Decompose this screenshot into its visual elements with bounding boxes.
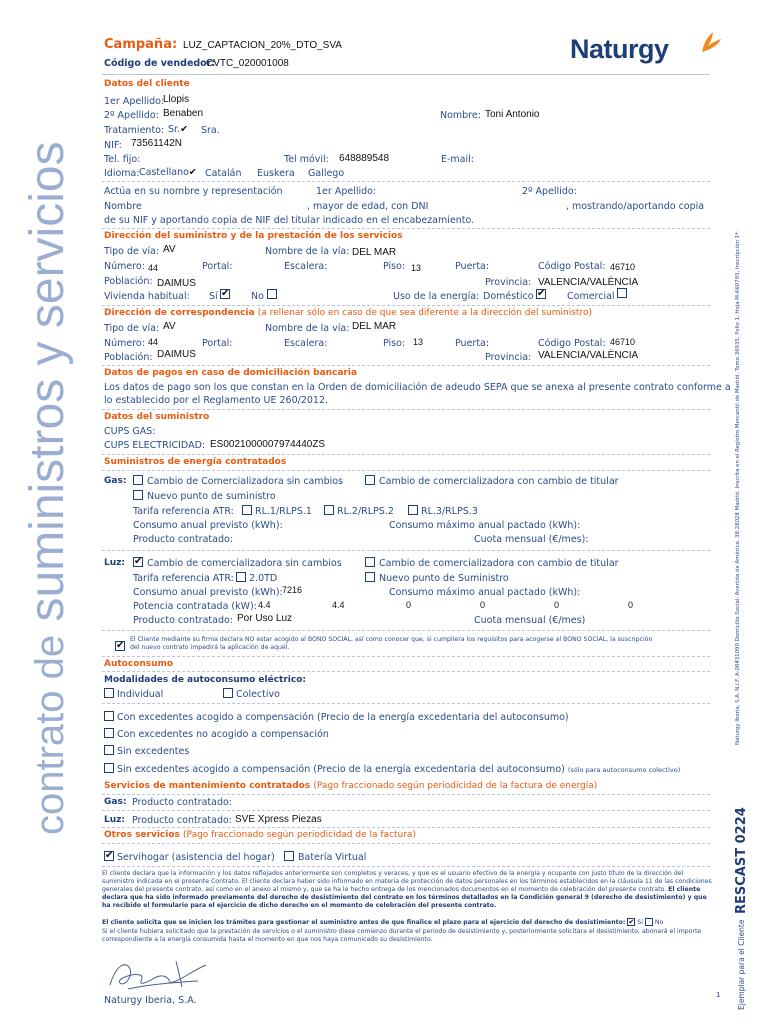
gas-opt2-checkbox[interactable]	[365, 475, 375, 485]
power-p1: 4.4	[258, 600, 271, 610]
individual-checkbox[interactable]	[104, 688, 114, 698]
name-label: Nombre:	[440, 110, 481, 121]
bateria-checkbox[interactable]	[284, 851, 294, 861]
corr-street-name-value: DEL MAR	[352, 321, 397, 332]
corr-number-label: Número:	[104, 338, 145, 349]
auto-opt1-checkbox[interactable]	[104, 711, 114, 721]
habitual-yes-label: Sí	[209, 291, 218, 302]
postal-label: Código Postal:	[538, 261, 606, 272]
servihogar-label: Servihogar (asistencia del hogar)	[117, 852, 275, 863]
luz-opt3-checkbox[interactable]	[365, 572, 375, 582]
naturgy-logo	[570, 34, 669, 65]
luz-product-value: Por Uso Luz	[237, 613, 293, 624]
gas-annual-label: Consumo anual previsto (kWh):	[133, 520, 283, 531]
town-value: DAIMUS	[157, 278, 196, 289]
rl2-checkbox[interactable]	[324, 505, 334, 515]
divider	[102, 409, 710, 410]
corr-province-value: VALENCIA/VALÈNCIA	[538, 350, 639, 361]
divider	[102, 794, 710, 795]
luz-max-annual-label: Consumo máximo anual pactado (kWh):	[389, 587, 581, 598]
energy-title: Suministros de energía contratados	[104, 457, 287, 467]
rep-line3: de su NIF y aportando copia de NIF del titular indicado en el encabezamiento.	[104, 215, 475, 226]
autoconsumo-title: Autoconsumo	[104, 659, 174, 669]
modalities-label: Modalidades de autoconsumo eléctrico:	[104, 675, 306, 685]
rep-line1c: 2º Apellido:	[522, 186, 577, 197]
corr-postal-label: Código Postal:	[538, 338, 606, 349]
auto-opt4-checkbox[interactable]	[104, 763, 114, 773]
portal-label: Portal:	[202, 261, 233, 272]
language-label: Idioma:	[104, 168, 140, 179]
door-label: Puerta:	[455, 261, 490, 272]
rl3-checkbox[interactable]	[408, 505, 418, 515]
postal-value: 46710	[610, 262, 636, 272]
power-p4: 0	[480, 600, 486, 610]
legal-si-checkbox[interactable]: ✔	[628, 918, 635, 926]
town-label: Población:	[104, 276, 153, 287]
luz-tariff-checkbox[interactable]	[236, 572, 246, 582]
phone-label: Tel. fijo:	[104, 154, 141, 165]
gas-opt2-label: Cambio de comercializadora con cambio de titular	[379, 476, 619, 487]
supply-address-title: Dirección del suministro y de la prestación de los servicios	[104, 231, 403, 241]
corr-street-name-label: Nombre de la vía:	[265, 323, 350, 334]
street-type-label: Tipo de vía:	[104, 246, 160, 257]
divider	[102, 866, 710, 867]
campaign-value: LUZ_CAPTACION_20%_DTO_SVA	[183, 40, 342, 51]
legal-no-checkbox[interactable]	[645, 918, 653, 926]
auto-opt2-label: Con excedentes no acogido a compensación	[117, 729, 329, 740]
gas-max-annual-label: Consumo máximo anual pactado (kWh):	[389, 520, 581, 531]
nif-value: 73561142N	[131, 138, 182, 149]
rl1-label: RL.1/RLPS.1	[255, 506, 312, 517]
gas-product-label: Producto contratado:	[133, 534, 234, 545]
surname1-label: 1er Apellido:	[104, 96, 165, 107]
corr-floor-value: 13	[413, 337, 424, 347]
corr-portal-label: Portal:	[202, 338, 233, 349]
divider	[102, 228, 710, 229]
surname1-value: Llopis	[163, 94, 190, 105]
maint-luz-label: Luz:	[104, 815, 125, 825]
corr-street-type-value: AV	[163, 321, 176, 332]
gas-opt1-label: Cambio de Comercializadora sin cambios	[147, 476, 344, 487]
gas-monthly-label: Cuota mensual (€/mes):	[474, 534, 589, 545]
campaign-label: Campaña:	[104, 37, 178, 52]
seller-value: CVTC_020001008	[206, 58, 289, 69]
mobile-label: Tel móvil:	[284, 154, 329, 165]
lang-euskera[interactable]: Euskera	[257, 168, 295, 179]
name-value: Toni Antonio	[485, 109, 540, 120]
habitual-yes-checkbox[interactable]: ✔	[221, 288, 230, 299]
auto-opt4-label: Sin excedentes acogido a compensación (Precio de la energía excedentaria del autoconsumo) (sólo para autoconsumo colectivo)	[117, 764, 681, 775]
bono-line2: del nuevo contrato impedirá la aplicación de aquél.	[130, 644, 290, 651]
gas-opt3-checkbox[interactable]	[133, 490, 143, 500]
luz-annual-label: Consumo anual previsto (kWh):	[133, 587, 283, 598]
floor-value: 13	[411, 263, 422, 273]
right-margin-legal: Naturgy Iberia, S.A. N.I.F. A-08431090 Domicilio Social: Avenida de América, 38 28028 Madrid. Inscrita en el Registro Mercantil de Madrid, Tomo 36935, Folio 1, Hoja M-660793, Inscripción 1ª.	[735, 230, 741, 745]
rl2-label: RL.2/RLPS.2	[337, 506, 394, 517]
side-title	[20, 141, 75, 835]
page-number: 1	[716, 991, 721, 999]
rep-line1a: Actúa en su nombre y representación	[104, 186, 283, 197]
power-p5: 0	[554, 600, 560, 610]
divider	[102, 365, 710, 366]
corr-street-type-label: Tipo de vía:	[104, 323, 160, 334]
luz-opt3-label: Nuevo punto de Suministro	[379, 573, 509, 584]
mobile-value: 648889548	[339, 153, 390, 164]
maint-luz-product-label: Producto contratado:	[132, 815, 233, 826]
luz-product-label: Producto contratado:	[133, 615, 234, 626]
street-name-value: DEL MAR	[352, 247, 397, 258]
habitual-label: Vivienda habitual:	[104, 291, 190, 302]
corr-door-label: Puerta:	[455, 338, 490, 349]
check-icon: ✔	[180, 124, 189, 135]
right-margin-code: RESCAST 0224	[734, 807, 749, 914]
use-commercial-checkbox[interactable]	[617, 288, 627, 298]
divider	[102, 630, 710, 631]
divider	[102, 470, 710, 471]
seller-label: Código de vendedor:	[104, 58, 216, 69]
auto-opt3-checkbox[interactable]	[104, 745, 114, 755]
province-value: VALENCIA/VALÈNCIA	[538, 277, 639, 288]
legal-paragraph-2: El cliente solicita que se inicien los trámites para gestionar el suministro antes de que finalice el plazo para el ejercicio del derecho de desistimiento: ✔ Sí No	[102, 918, 664, 926]
other-title: Otros servicios (Pago fraccionado según periodicidad de la factura)	[104, 830, 416, 840]
signature	[106, 955, 216, 995]
butterfly-icon	[700, 30, 722, 54]
luz-opt2-checkbox[interactable]	[365, 557, 375, 567]
corr-number-value: 44	[148, 337, 159, 347]
use-domestic-label: Doméstico	[483, 291, 534, 302]
lang-gallego[interactable]: Gallego	[308, 168, 345, 179]
auto-opt4-note: (sólo para autoconsumo colectivo)	[567, 766, 681, 774]
side-title-part2: suministros y servicios	[21, 141, 74, 622]
corr-province-label: Provincia:	[485, 352, 532, 363]
gas-label: Gas:	[104, 476, 127, 486]
use-domestic-checkbox[interactable]: ✔	[537, 288, 546, 299]
street-type-value: AV	[163, 244, 176, 255]
gas-opt1-checkbox[interactable]	[133, 475, 143, 485]
number-label: Número:	[104, 261, 145, 272]
rl1-checkbox[interactable]	[242, 505, 252, 515]
client-section-title: Datos del cliente	[104, 79, 190, 89]
surname2-value: Benaben	[163, 108, 204, 119]
divider	[102, 305, 710, 306]
treatment-sr[interactable]: Sr.✔	[168, 124, 189, 135]
power-p2: 4.4	[332, 600, 345, 610]
luz-opt1-label: Cambio de comercializadora sin cambios	[147, 558, 342, 569]
treatment-label: Tratamiento:	[104, 125, 165, 136]
payment-text1: Los datos de pago son los que constan en la Orden de domiciliación de adeudo SEPA que se anexa al presente contrato conforme a	[104, 382, 731, 393]
auto-opt2-checkbox[interactable]	[104, 728, 114, 738]
treatment-sra[interactable]: Sra.	[201, 125, 220, 136]
divider	[102, 827, 710, 828]
luz-label: Luz:	[104, 558, 125, 568]
province-label: Provincia:	[485, 277, 532, 288]
power-label: Potencia contratada (kW):	[133, 601, 257, 612]
divider	[102, 810, 710, 811]
payment-text2: lo establecido por el Reglamento UE 260/2012.	[104, 395, 329, 406]
street-name-label: Nombre de la vía:	[265, 246, 350, 257]
bono-line1: El Cliente mediante su firma declara NO estar acogido al BONO SOCIAL, así como conocer que, si cumpliera los requisitos para acogerse al BONO SOCIAL, la suscripción	[130, 636, 653, 643]
email-label: E-mail:	[441, 154, 474, 165]
supply-data-title: Datos del suministro	[104, 412, 210, 422]
gas-tariff-label: Tarifa referencia ATR:	[133, 506, 234, 517]
divider	[102, 843, 710, 844]
footer-company: Naturgy Iberia, S.A.	[104, 995, 197, 1006]
divider	[102, 454, 710, 455]
rep-line2c: , mostrando/aportando copia	[566, 201, 705, 212]
auto-opt3-label: Sin excedentes	[117, 746, 190, 757]
bono-social-checkbox[interactable]: ✔	[116, 640, 125, 651]
legal-paragraph-1: El cliente declara que la información y los datos reflejados anteriormente son completos y veraces, y que es el usuario efectivo de la energía y ocupante con justo título de la dirección del suministro indicada en el presente Contrato. El cliente declara haber sido informado en materia de protección de datos personales en los términos establecidos en la cláusula 11 de las condiciones generales del presente contrato, así como en el anexo al mismo y, que se ha le hecho entrega de los mencionados documentos en el momento de celebración del presente contrato. El cliente declara que ha sido informado previamente del derecho de desistimiento del contrato en los términos detallados en la Condición general 9 (derecho de desistimiento) y que ha recibido el formulario para el ejercicio de dicho derecho en el momento de celebración del presente contrato.	[102, 870, 712, 910]
divider	[102, 703, 710, 704]
rl3-label: RL.3/RLPS.3	[421, 506, 478, 517]
correspondence-title: Dirección de correspondencia (a rellenar sólo en caso de que sea diferente a la dirección del suministro)	[104, 308, 592, 318]
lang-castellano[interactable]: Castellano✔	[139, 167, 197, 178]
cups-gas-label: CUPS GAS:	[104, 426, 156, 437]
cups-elec-label: CUPS ELECTRICIDAD:	[104, 440, 206, 451]
maintenance-title: Servicios de mantenimiento contratados (Pago fraccionado según periodicidad de la factura de energía)	[104, 781, 598, 791]
corr-stair-label: Escalera:	[284, 338, 328, 349]
luz-opt1-checkbox[interactable]: ✔	[134, 556, 143, 567]
logo-text: Naturgy	[570, 34, 669, 64]
colectivo-label: Colectivo	[236, 689, 280, 700]
corr-floor-label: Piso:	[383, 338, 406, 349]
divider	[102, 550, 710, 551]
corr-town-label: Población:	[104, 352, 153, 363]
servihogar-checkbox[interactable]: ✔	[105, 850, 114, 861]
colectivo-checkbox[interactable]	[223, 688, 233, 698]
floor-label: Piso:	[383, 261, 406, 272]
habitual-no-checkbox[interactable]	[267, 289, 277, 299]
right-margin-copy: Ejemplar para el Cliente	[737, 919, 746, 1010]
power-p3: 0	[406, 600, 412, 610]
nif-label: NIF:	[104, 140, 122, 151]
habitual-no-label: No	[251, 291, 264, 302]
rep-line2b: , mayor de edad, con DNI	[307, 201, 429, 212]
side-title-part1: contrato de	[28, 634, 72, 835]
legal-paragraph-3: Si el cliente hubiera solicitado que la prestación de servicios o el suministro diese comienzo durante el periodo de desistimiento y, posteriormente solicitara el desistimiento, abonará el importe correspondiente a la energía consumida hasta el momento en que nos haya comunicado su desistimiento.	[102, 928, 702, 944]
maint-luz-product-value: SVE Xpress Piezas	[235, 814, 322, 825]
use-label: Uso de la energía:	[393, 291, 480, 302]
gas-opt3-label: Nuevo punto de suministro	[147, 491, 276, 502]
rep-line2a: Nombre	[104, 201, 142, 212]
individual-label: Individual	[117, 689, 164, 700]
use-commercial-label: Comercial	[567, 291, 615, 302]
luz-annual-value: 7216	[282, 585, 303, 595]
maint-gas-label: Gas:	[104, 797, 127, 807]
divider	[102, 181, 710, 182]
luz-tariff-label: Tarifa referencia ATR:	[133, 573, 234, 584]
lang-catalan[interactable]: Catalán	[205, 168, 242, 179]
auto-opt1-label: Con excedentes acogido a compensación (Precio de la energía excedentaria del autoconsumo)	[117, 712, 569, 723]
maint-gas-product-label: Producto contratado:	[132, 797, 233, 808]
luz-opt2-label: Cambio de comercializadora con cambio de titular	[379, 558, 619, 569]
luz-monthly-label: Cuota mensual (€/mes)	[474, 615, 586, 626]
corr-postal-value: 46710	[610, 337, 636, 347]
cups-elec-value: ES0021000007974440ZS	[210, 439, 326, 450]
corr-town-value: DAIMUS	[157, 349, 196, 360]
divider	[102, 74, 710, 75]
rep-line1b: 1er Apellido:	[316, 186, 377, 197]
luz-tariff-value: 2.0TD	[249, 573, 278, 584]
power-p6: 0	[628, 600, 634, 610]
stair-label: Escalera:	[284, 261, 328, 272]
divider	[102, 656, 710, 657]
check-icon: ✔	[188, 167, 197, 178]
payment-title: Datos de pagos en caso de domiciliación bancaria	[104, 368, 358, 378]
bateria-label: Batería Virtual	[298, 852, 367, 863]
number-value: 44	[148, 263, 159, 273]
divider	[102, 671, 710, 672]
surname2-label: 2º Apellido:	[104, 110, 159, 121]
